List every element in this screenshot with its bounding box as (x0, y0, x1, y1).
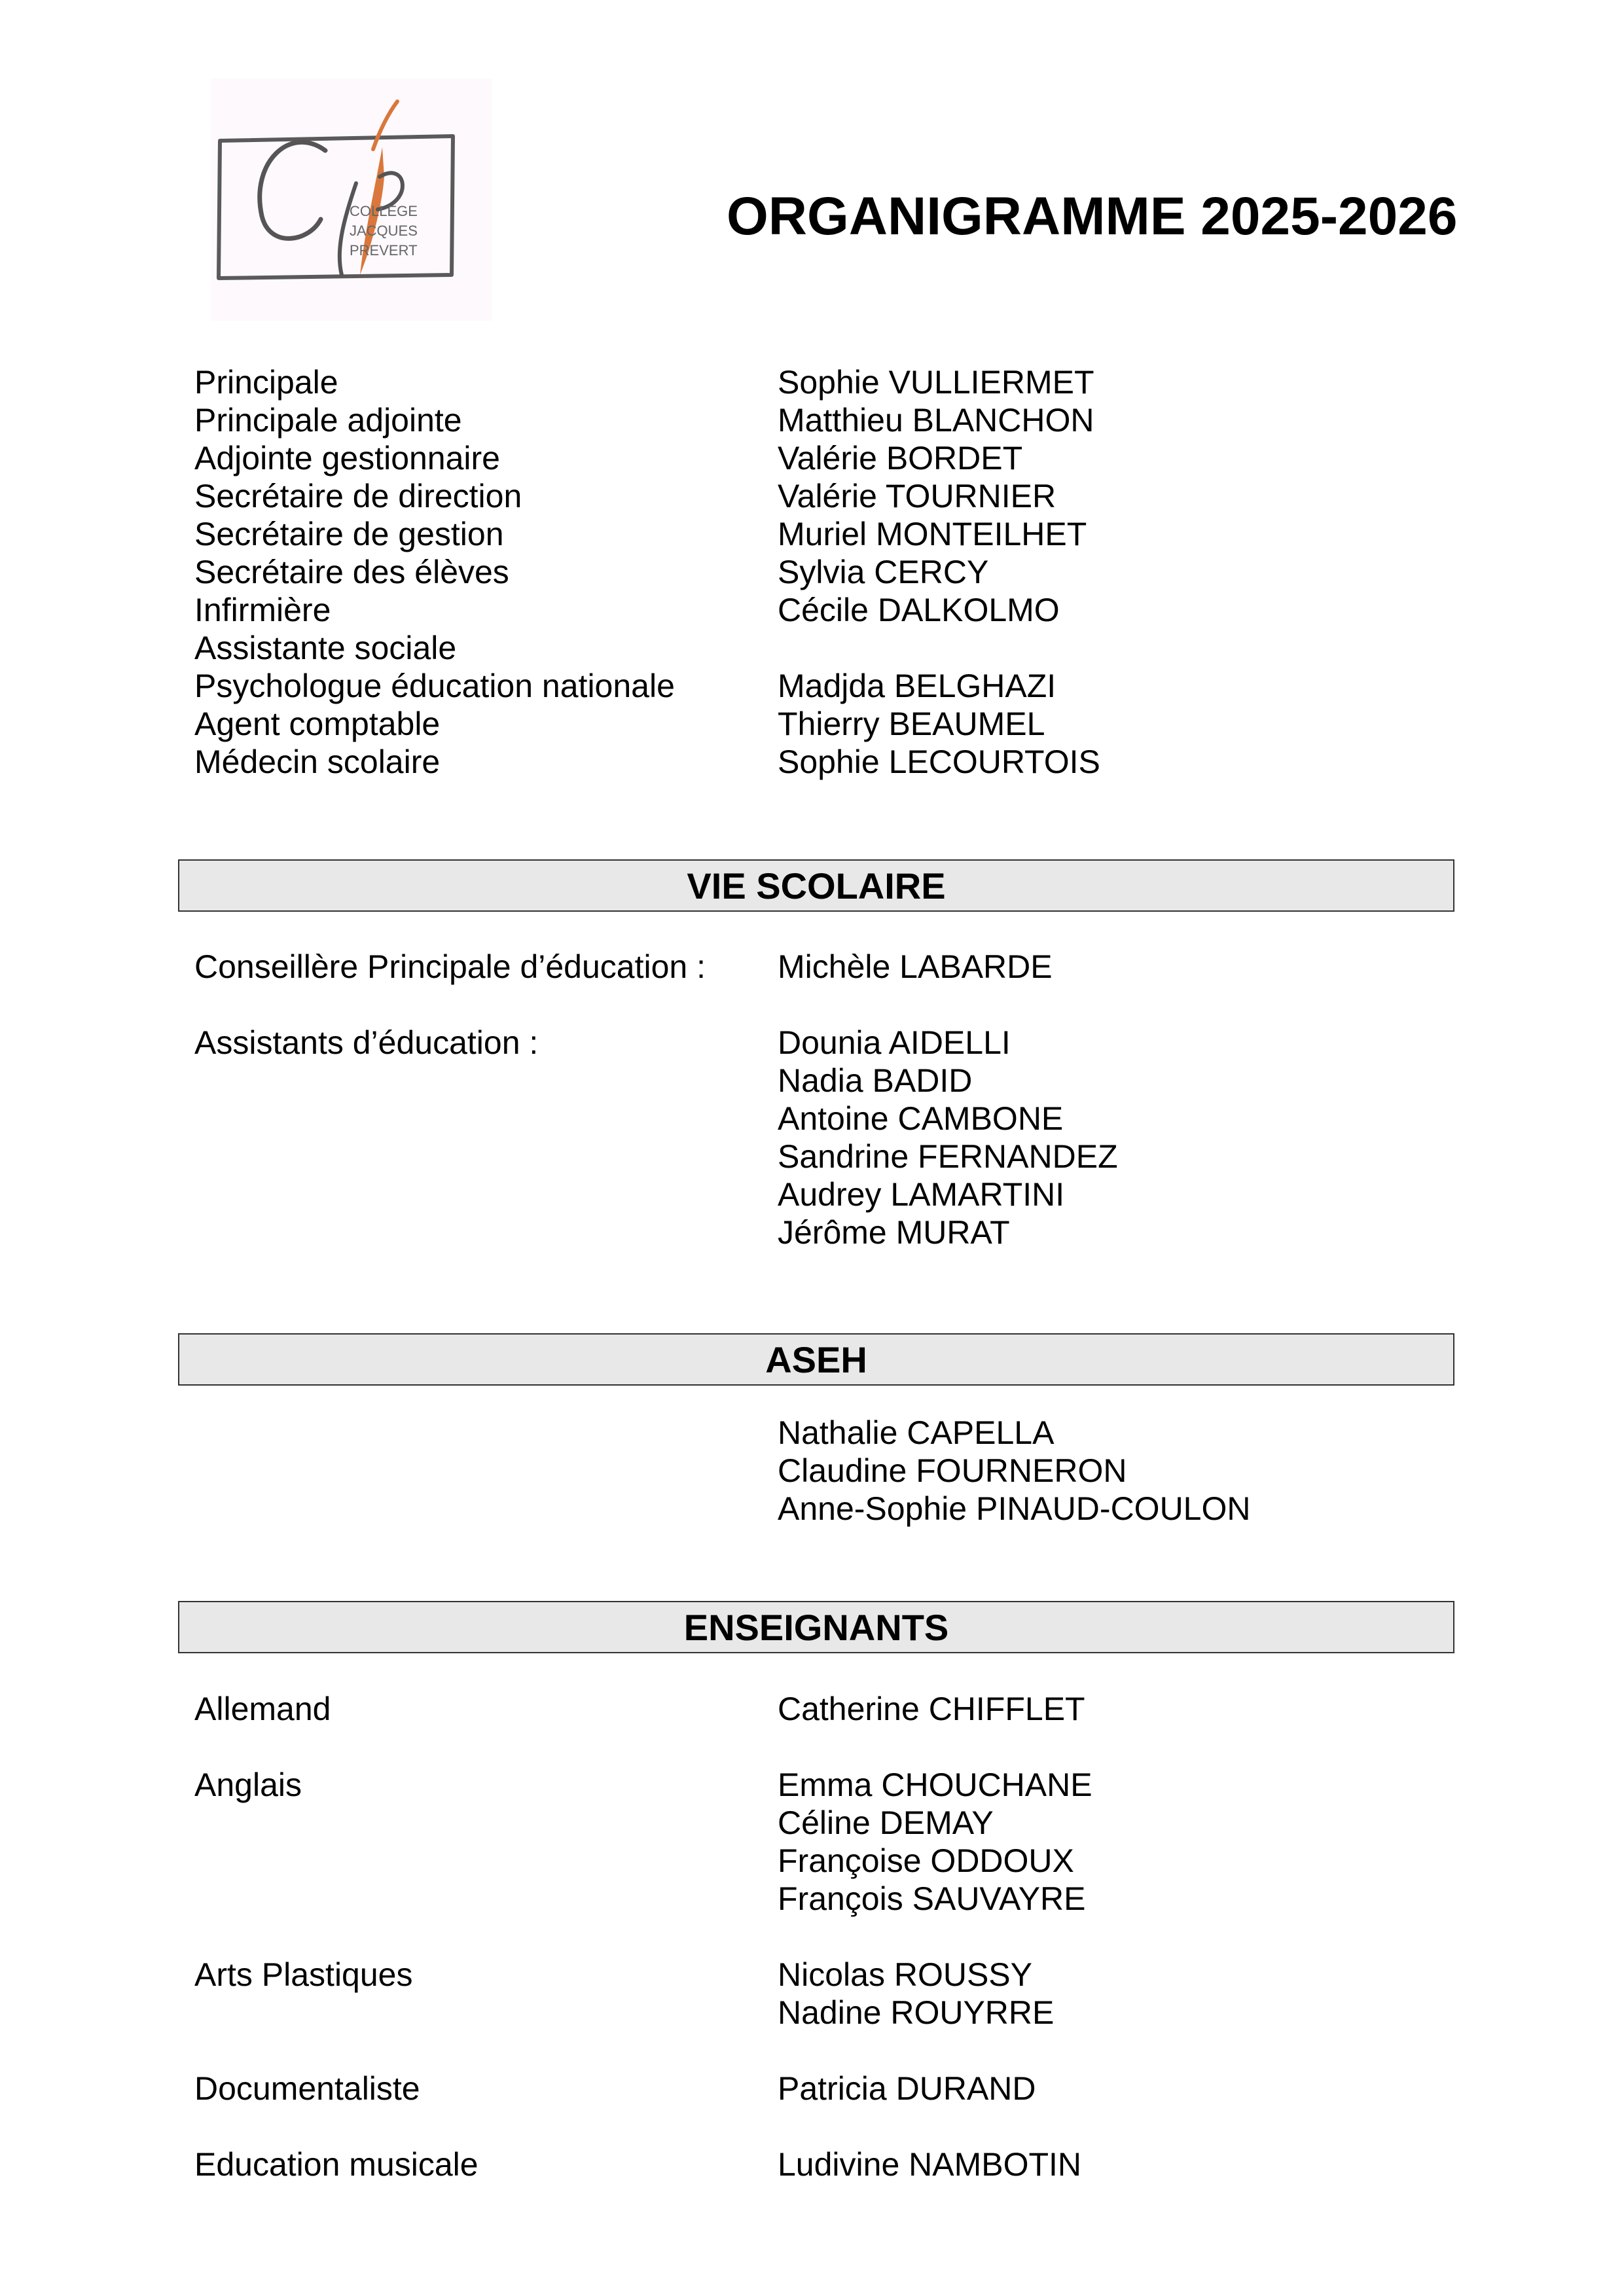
aed-row (0, 1024, 1624, 1062)
teacher-name: Emma CHOUCHANE (778, 1767, 1092, 1803)
role-label: Secrétaire des élèves (194, 554, 509, 590)
staff-name: Antoine CAMBONE (778, 1100, 1064, 1137)
teacher-name: Ludivine NAMBOTIN (778, 2146, 1082, 2183)
staff-name: Nathalie CAPELLA (778, 1414, 1055, 1451)
staff-name: Sylvia CERCY (778, 554, 989, 590)
teacher-name: François SAUVAYRE (778, 1880, 1086, 1917)
subject-row (0, 1994, 1624, 2032)
role-label: Agent comptable (194, 706, 441, 742)
direction-row (0, 667, 1624, 705)
section-title: ENSEIGNANTS (683, 1606, 949, 1648)
staff-name: Nadia BADID (778, 1062, 973, 1099)
role-label: Principale (194, 364, 338, 401)
staff-name: Madjda BELGHAZI (778, 668, 1056, 704)
section-header-aseh (178, 1333, 1454, 1386)
aed-row (0, 1175, 1624, 1213)
section-title: ASEH (765, 1338, 867, 1380)
aseh-row (0, 1452, 1624, 1490)
direction-row (0, 401, 1624, 439)
subject-label: Documentaliste (194, 2070, 420, 2107)
role-label: Conseillère Principale d’éducation : (194, 948, 706, 985)
teacher-name: Patricia DURAND (778, 2070, 1036, 2107)
direction-row (0, 439, 1624, 477)
subject-row (0, 1804, 1624, 1842)
role-label: Psychologue éducation nationale (194, 668, 675, 704)
aseh-row (0, 1414, 1624, 1452)
aed-row (0, 1100, 1624, 1138)
subject-row (0, 1690, 1624, 1728)
teacher-name: Céline DEMAY (778, 1804, 994, 1841)
staff-name: Valérie TOURNIER (778, 478, 1056, 514)
staff-name: Matthieu BLANCHON (778, 402, 1094, 439)
direction-row (0, 743, 1624, 781)
direction-row (0, 705, 1624, 743)
staff-name: Sandrine FERNANDEZ (778, 1138, 1118, 1175)
staff-name: Audrey LAMARTINI (778, 1176, 1065, 1213)
college-logo (211, 79, 492, 321)
teacher-name: Nadine ROUYRRE (778, 1994, 1055, 2031)
direction-row (0, 515, 1624, 553)
direction-row (0, 363, 1624, 401)
section-header-enseignants (178, 1601, 1454, 1653)
subject-label: Allemand (194, 1691, 331, 1727)
staff-name: Valérie BORDET (778, 440, 1023, 476)
aed-row (0, 1138, 1624, 1175)
subject-label: Anglais (194, 1767, 302, 1803)
role-label: Infirmière (194, 592, 331, 628)
role-label: Secrétaire de direction (194, 478, 522, 514)
aseh-row (0, 1490, 1624, 1528)
aed-row (0, 1213, 1624, 1251)
teacher-name: Catherine CHIFFLET (778, 1691, 1085, 1727)
direction-row (0, 477, 1624, 515)
subject-row (0, 1956, 1624, 1994)
staff-name: Thierry BEAUMEL (778, 706, 1045, 742)
staff-name: Claudine FOURNERON (778, 1452, 1127, 1489)
subject-row (0, 2070, 1624, 2108)
aed-row (0, 1062, 1624, 1100)
svg-text:JACQUES: JACQUES (350, 223, 418, 239)
staff-name: Sophie VULLIERMET (778, 364, 1094, 401)
staff-name: Muriel MONTEILHET (778, 516, 1087, 552)
role-label: Médecin scolaire (194, 744, 441, 780)
page-title: ORGANIGRAMME 2025-2026 (727, 187, 1458, 246)
section-header-vie-scolaire (178, 859, 1454, 912)
cpe-row (0, 948, 1624, 986)
subject-row (0, 1766, 1624, 1804)
subject-row (0, 2145, 1624, 2183)
direction-row (0, 629, 1624, 667)
teacher-name: Françoise ODDOUX (778, 1842, 1074, 1879)
direction-row (0, 553, 1624, 591)
direction-row (0, 591, 1624, 629)
role-label: Adjointe gestionnaire (194, 440, 500, 476)
staff-name: Dounia AIDELLI (778, 1024, 1011, 1061)
role-label: Principale adjointe (194, 402, 462, 439)
teacher-name: Nicolas ROUSSY (778, 1956, 1032, 1993)
role-label: Assistants d’éducation : (194, 1024, 539, 1061)
staff-name: Cécile DALKOLMO (778, 592, 1060, 628)
role-label: Secrétaire de gestion (194, 516, 504, 552)
staff-name: Anne-Sophie PINAUD-COULON (778, 1490, 1251, 1527)
logo-graphic (211, 79, 492, 321)
section-title: VIE SCOLAIRE (687, 865, 946, 906)
subject-label: Arts Plastiques (194, 1956, 413, 1993)
subject-row (0, 1842, 1624, 1880)
subject-label: Education musicale (194, 2146, 478, 2183)
subject-row (0, 1880, 1624, 1918)
svg-text:COLLEGE: COLLEGE (350, 203, 418, 219)
svg-text:PREVERT: PREVERT (350, 242, 418, 259)
role-label: Assistante sociale (194, 630, 457, 666)
staff-name: Michèle LABARDE (778, 948, 1053, 985)
staff-name: Jérôme MURAT (778, 1214, 1010, 1251)
staff-name: Sophie LECOURTOIS (778, 744, 1100, 780)
